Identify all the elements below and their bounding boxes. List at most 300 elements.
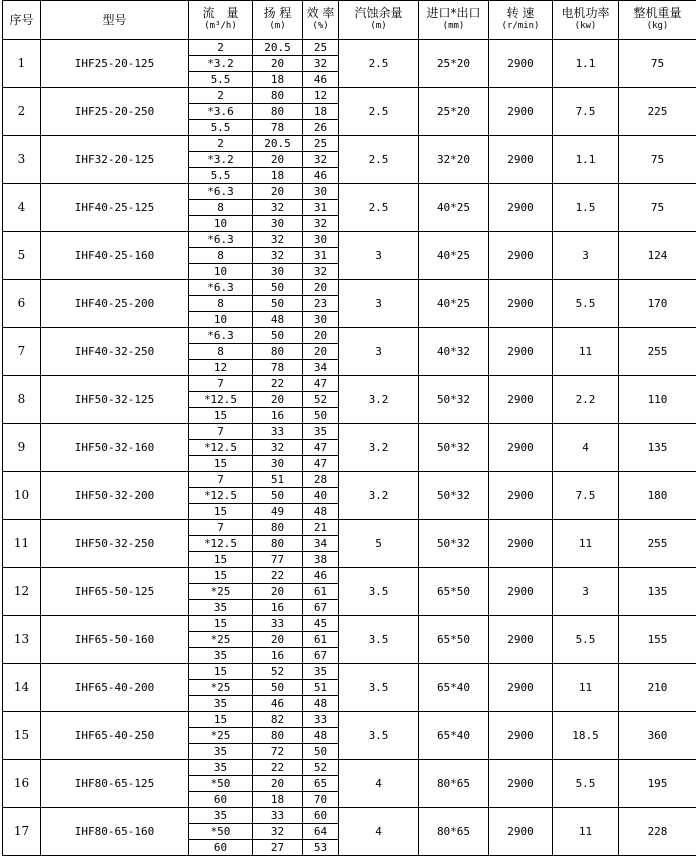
head-cell: 82 — [253, 712, 303, 728]
speed-cell: 2900 — [489, 40, 553, 88]
efficiency-cell: 38 — [303, 552, 339, 568]
flow-cell: *3.2 — [189, 56, 253, 72]
head-cell: 80 — [253, 728, 303, 744]
head-cell: 27 — [253, 840, 303, 856]
table-row — [3, 376, 697, 392]
ports-cell: 50*32 — [419, 424, 489, 472]
power-cell: 11 — [553, 328, 619, 376]
head-cell: 16 — [253, 648, 303, 664]
speed-cell: 2900 — [489, 136, 553, 184]
weight-cell: 75 — [619, 40, 697, 88]
flow-cell: 60 — [189, 792, 253, 808]
efficiency-cell: 47 — [303, 440, 339, 456]
npsh-cell: 2.5 — [339, 88, 419, 136]
head-cell: 20 — [253, 392, 303, 408]
speed-cell: 2900 — [489, 712, 553, 760]
model-cell: IHF40-25-125 — [41, 184, 189, 232]
head-cell: 72 — [253, 744, 303, 760]
weight-cell: 255 — [619, 328, 697, 376]
efficiency-cell: 34 — [303, 360, 339, 376]
ports-cell: 65*50 — [419, 568, 489, 616]
model-cell: IHF65-50-160 — [41, 616, 189, 664]
table-row — [3, 184, 697, 200]
power-cell: 5.5 — [553, 616, 619, 664]
head-cell: 78 — [253, 360, 303, 376]
efficiency-cell: 65 — [303, 776, 339, 792]
header-head: 扬 程 (m) — [253, 1, 303, 40]
efficiency-cell: 26 — [303, 120, 339, 136]
npsh-cell: 2.5 — [339, 136, 419, 184]
head-cell: 80 — [253, 88, 303, 104]
head-cell: 50 — [253, 680, 303, 696]
table-row — [3, 136, 697, 152]
head-cell: 20 — [253, 152, 303, 168]
head-cell: 20 — [253, 776, 303, 792]
pump-spec-table — [2, 0, 696, 856]
header-power: 电机功率 (kw) — [553, 1, 619, 40]
table-row — [3, 712, 697, 728]
efficiency-cell: 31 — [303, 248, 339, 264]
efficiency-cell: 50 — [303, 744, 339, 760]
row-number: 3 — [3, 136, 41, 184]
row-number: 17 — [3, 808, 41, 856]
power-cell: 2.2 — [553, 376, 619, 424]
row-number: 7 — [3, 328, 41, 376]
power-cell: 11 — [553, 664, 619, 712]
row-number: 11 — [3, 520, 41, 568]
efficiency-cell: 23 — [303, 296, 339, 312]
weight-cell: 255 — [619, 520, 697, 568]
ports-cell: 25*20 — [419, 40, 489, 88]
head-cell: 20 — [253, 584, 303, 600]
ports-cell: 65*50 — [419, 616, 489, 664]
head-cell: 80 — [253, 104, 303, 120]
table-row — [3, 808, 697, 824]
table-row — [3, 616, 697, 632]
npsh-cell: 3.5 — [339, 616, 419, 664]
flow-cell: 15 — [189, 552, 253, 568]
npsh-cell: 4 — [339, 808, 419, 856]
ports-cell: 50*32 — [419, 520, 489, 568]
model-cell: IHF50-32-250 — [41, 520, 189, 568]
row-number: 5 — [3, 232, 41, 280]
npsh-cell: 3.5 — [339, 664, 419, 712]
table-row — [3, 424, 697, 440]
power-cell: 3 — [553, 232, 619, 280]
head-cell: 33 — [253, 808, 303, 824]
efficiency-cell: 47 — [303, 376, 339, 392]
weight-cell: 135 — [619, 568, 697, 616]
ports-cell: 80*65 — [419, 760, 489, 808]
npsh-cell: 3 — [339, 328, 419, 376]
table-row — [3, 568, 697, 584]
efficiency-cell: 35 — [303, 664, 339, 680]
row-number: 16 — [3, 760, 41, 808]
table-row — [3, 472, 697, 488]
flow-cell: 35 — [189, 808, 253, 824]
head-cell: 33 — [253, 424, 303, 440]
flow-cell: 10 — [189, 264, 253, 280]
table-row — [3, 40, 697, 56]
head-cell: 52 — [253, 664, 303, 680]
efficiency-cell: 35 — [303, 424, 339, 440]
speed-cell: 2900 — [489, 88, 553, 136]
speed-cell: 2900 — [489, 472, 553, 520]
ports-cell: 40*25 — [419, 184, 489, 232]
head-cell: 20.5 — [253, 40, 303, 56]
weight-cell: 210 — [619, 664, 697, 712]
row-number: 9 — [3, 424, 41, 472]
power-cell: 1.5 — [553, 184, 619, 232]
header-speed: 转 速 (r/min) — [489, 1, 553, 40]
npsh-cell: 3 — [339, 280, 419, 328]
npsh-cell: 2.5 — [339, 184, 419, 232]
weight-cell: 225 — [619, 88, 697, 136]
model-cell: IHF40-32-250 — [41, 328, 189, 376]
efficiency-cell: 25 — [303, 40, 339, 56]
pump-spec-sheet — [2, 0, 696, 856]
head-cell: 16 — [253, 408, 303, 424]
head-cell: 22 — [253, 760, 303, 776]
flow-cell: 60 — [189, 840, 253, 856]
head-cell: 32 — [253, 824, 303, 840]
npsh-cell: 4 — [339, 760, 419, 808]
efficiency-cell: 52 — [303, 760, 339, 776]
row-number: 14 — [3, 664, 41, 712]
weight-cell: 135 — [619, 424, 697, 472]
efficiency-cell: 30 — [303, 312, 339, 328]
efficiency-cell: 50 — [303, 408, 339, 424]
flow-cell: *6.3 — [189, 280, 253, 296]
ports-cell: 50*32 — [419, 472, 489, 520]
model-cell: IHF65-40-200 — [41, 664, 189, 712]
row-number: 6 — [3, 280, 41, 328]
model-cell: IHF40-25-200 — [41, 280, 189, 328]
flow-cell: 2 — [189, 136, 253, 152]
table-row — [3, 760, 697, 776]
efficiency-cell: 12 — [303, 88, 339, 104]
flow-cell: 7 — [189, 472, 253, 488]
table-row — [3, 520, 697, 536]
speed-cell: 2900 — [489, 568, 553, 616]
table-row — [3, 232, 697, 248]
head-cell: 20 — [253, 184, 303, 200]
npsh-cell: 3.5 — [339, 712, 419, 760]
npsh-cell: 3.2 — [339, 376, 419, 424]
flow-cell: 8 — [189, 296, 253, 312]
npsh-cell: 5 — [339, 520, 419, 568]
ports-cell: 40*32 — [419, 328, 489, 376]
head-cell: 32 — [253, 232, 303, 248]
ports-cell: 50*32 — [419, 376, 489, 424]
speed-cell: 2900 — [489, 760, 553, 808]
head-cell: 20.5 — [253, 136, 303, 152]
flow-cell: 5.5 — [189, 168, 253, 184]
speed-cell: 2900 — [489, 184, 553, 232]
table-row — [3, 280, 697, 296]
flow-cell: 15 — [189, 568, 253, 584]
row-number: 13 — [3, 616, 41, 664]
flow-cell: 35 — [189, 760, 253, 776]
efficiency-cell: 70 — [303, 792, 339, 808]
efficiency-cell: 18 — [303, 104, 339, 120]
efficiency-cell: 48 — [303, 728, 339, 744]
head-cell: 48 — [253, 312, 303, 328]
ports-cell: 32*20 — [419, 136, 489, 184]
flow-cell: 15 — [189, 664, 253, 680]
head-cell: 30 — [253, 456, 303, 472]
head-cell: 32 — [253, 248, 303, 264]
head-cell: 50 — [253, 280, 303, 296]
npsh-cell: 3 — [339, 232, 419, 280]
efficiency-cell: 60 — [303, 808, 339, 824]
head-cell: 46 — [253, 696, 303, 712]
efficiency-cell: 33 — [303, 712, 339, 728]
efficiency-cell: 46 — [303, 72, 339, 88]
power-cell: 5.5 — [553, 280, 619, 328]
weight-cell: 75 — [619, 184, 697, 232]
efficiency-cell: 46 — [303, 168, 339, 184]
table-row — [3, 664, 697, 680]
flow-cell: *25 — [189, 680, 253, 696]
head-cell: 33 — [253, 616, 303, 632]
flow-cell: 7 — [189, 520, 253, 536]
weight-cell: 124 — [619, 232, 697, 280]
flow-cell: 8 — [189, 248, 253, 264]
head-cell: 30 — [253, 264, 303, 280]
head-cell: 77 — [253, 552, 303, 568]
model-cell: IHF65-40-250 — [41, 712, 189, 760]
npsh-cell: 2.5 — [339, 40, 419, 88]
weight-cell: 155 — [619, 616, 697, 664]
flow-cell: 35 — [189, 696, 253, 712]
efficiency-cell: 31 — [303, 200, 339, 216]
header-npsh: 汽蚀余量 (m) — [339, 1, 419, 40]
header-weight: 整机重量 (kg) — [619, 1, 697, 40]
efficiency-cell: 30 — [303, 232, 339, 248]
head-cell: 78 — [253, 120, 303, 136]
efficiency-cell: 47 — [303, 456, 339, 472]
power-cell: 7.5 — [553, 472, 619, 520]
model-cell: IHF50-32-125 — [41, 376, 189, 424]
weight-cell: 195 — [619, 760, 697, 808]
efficiency-cell: 48 — [303, 696, 339, 712]
efficiency-cell: 61 — [303, 632, 339, 648]
power-cell: 4 — [553, 424, 619, 472]
efficiency-cell: 67 — [303, 600, 339, 616]
head-cell: 22 — [253, 568, 303, 584]
flow-cell: 35 — [189, 648, 253, 664]
efficiency-cell: 46 — [303, 568, 339, 584]
power-cell: 7.5 — [553, 88, 619, 136]
header-ports: 进口*出口 (mm) — [419, 1, 489, 40]
flow-cell: *6.3 — [189, 328, 253, 344]
speed-cell: 2900 — [489, 232, 553, 280]
npsh-cell: 3.5 — [339, 568, 419, 616]
power-cell: 3 — [553, 568, 619, 616]
model-cell: IHF25-20-125 — [41, 40, 189, 88]
head-cell: 32 — [253, 200, 303, 216]
power-cell: 1.1 — [553, 136, 619, 184]
head-cell: 16 — [253, 600, 303, 616]
flow-cell: *12.5 — [189, 440, 253, 456]
flow-cell: *50 — [189, 824, 253, 840]
model-cell: IHF50-32-160 — [41, 424, 189, 472]
weight-cell: 170 — [619, 280, 697, 328]
flow-cell: 15 — [189, 616, 253, 632]
flow-cell: 8 — [189, 344, 253, 360]
header-efficiency: 效 率 (%) — [303, 1, 339, 40]
efficiency-cell: 28 — [303, 472, 339, 488]
speed-cell: 2900 — [489, 424, 553, 472]
npsh-cell: 3.2 — [339, 424, 419, 472]
header-no: 序号 — [3, 1, 41, 40]
flow-cell: 8 — [189, 200, 253, 216]
efficiency-cell: 61 — [303, 584, 339, 600]
efficiency-cell: 32 — [303, 152, 339, 168]
speed-cell: 2900 — [489, 664, 553, 712]
efficiency-cell: 32 — [303, 216, 339, 232]
flow-cell: 35 — [189, 744, 253, 760]
table-row — [3, 328, 697, 344]
row-number: 2 — [3, 88, 41, 136]
speed-cell: 2900 — [489, 616, 553, 664]
flow-cell: *6.3 — [189, 232, 253, 248]
flow-cell: *6.3 — [189, 184, 253, 200]
flow-cell: 5.5 — [189, 72, 253, 88]
efficiency-cell: 48 — [303, 504, 339, 520]
weight-cell: 180 — [619, 472, 697, 520]
efficiency-cell: 32 — [303, 264, 339, 280]
model-cell: IHF40-25-160 — [41, 232, 189, 280]
efficiency-cell: 32 — [303, 56, 339, 72]
head-cell: 18 — [253, 168, 303, 184]
flow-cell: 35 — [189, 600, 253, 616]
head-cell: 80 — [253, 536, 303, 552]
flow-cell: *3.6 — [189, 104, 253, 120]
flow-cell: 15 — [189, 408, 253, 424]
efficiency-cell: 25 — [303, 136, 339, 152]
head-cell: 80 — [253, 344, 303, 360]
flow-cell: *25 — [189, 584, 253, 600]
head-cell: 50 — [253, 488, 303, 504]
table-row — [3, 88, 697, 104]
row-number: 4 — [3, 184, 41, 232]
head-cell: 20 — [253, 632, 303, 648]
weight-cell: 360 — [619, 712, 697, 760]
ports-cell: 80*65 — [419, 808, 489, 856]
flow-cell: 2 — [189, 88, 253, 104]
ports-cell: 65*40 — [419, 712, 489, 760]
power-cell: 5.5 — [553, 760, 619, 808]
head-cell: 49 — [253, 504, 303, 520]
head-cell: 51 — [253, 472, 303, 488]
efficiency-cell: 45 — [303, 616, 339, 632]
efficiency-cell: 21 — [303, 520, 339, 536]
npsh-cell: 3.2 — [339, 472, 419, 520]
head-cell: 80 — [253, 520, 303, 536]
row-number: 8 — [3, 376, 41, 424]
efficiency-cell: 67 — [303, 648, 339, 664]
speed-cell: 2900 — [489, 280, 553, 328]
head-cell: 22 — [253, 376, 303, 392]
efficiency-cell: 53 — [303, 840, 339, 856]
speed-cell: 2900 — [489, 328, 553, 376]
flow-cell: 15 — [189, 456, 253, 472]
efficiency-cell: 64 — [303, 824, 339, 840]
header-flow: 流 量 (m³/h) — [189, 1, 253, 40]
row-number: 15 — [3, 712, 41, 760]
head-cell: 50 — [253, 296, 303, 312]
ports-cell: 40*25 — [419, 232, 489, 280]
row-number: 1 — [3, 40, 41, 88]
model-cell: IHF80-65-125 — [41, 760, 189, 808]
model-cell: IHF32-20-125 — [41, 136, 189, 184]
efficiency-cell: 20 — [303, 280, 339, 296]
flow-cell: *50 — [189, 776, 253, 792]
row-number: 10 — [3, 472, 41, 520]
flow-cell: *3.2 — [189, 152, 253, 168]
efficiency-cell: 30 — [303, 184, 339, 200]
speed-cell: 2900 — [489, 376, 553, 424]
ports-cell: 25*20 — [419, 88, 489, 136]
flow-cell: 15 — [189, 712, 253, 728]
model-cell: IHF65-50-125 — [41, 568, 189, 616]
header-row — [3, 1, 697, 40]
head-cell: 50 — [253, 328, 303, 344]
efficiency-cell: 51 — [303, 680, 339, 696]
flow-cell: 7 — [189, 376, 253, 392]
weight-cell: 228 — [619, 808, 697, 856]
model-cell: IHF80-65-160 — [41, 808, 189, 856]
flow-cell: *25 — [189, 728, 253, 744]
flow-cell: 5.5 — [189, 120, 253, 136]
flow-cell: *12.5 — [189, 536, 253, 552]
efficiency-cell: 52 — [303, 392, 339, 408]
head-cell: 30 — [253, 216, 303, 232]
speed-cell: 2900 — [489, 520, 553, 568]
efficiency-cell: 40 — [303, 488, 339, 504]
power-cell: 11 — [553, 520, 619, 568]
flow-cell: 15 — [189, 504, 253, 520]
flow-cell: *25 — [189, 632, 253, 648]
model-cell: IHF25-20-250 — [41, 88, 189, 136]
header-model: 型号 — [41, 1, 189, 40]
flow-cell: 10 — [189, 312, 253, 328]
efficiency-cell: 20 — [303, 328, 339, 344]
flow-cell: 12 — [189, 360, 253, 376]
speed-cell: 2900 — [489, 808, 553, 856]
weight-cell: 110 — [619, 376, 697, 424]
weight-cell: 75 — [619, 136, 697, 184]
efficiency-cell: 20 — [303, 344, 339, 360]
flow-cell: 10 — [189, 216, 253, 232]
ports-cell: 65*40 — [419, 664, 489, 712]
power-cell: 1.1 — [553, 40, 619, 88]
head-cell: 18 — [253, 792, 303, 808]
head-cell: 18 — [253, 72, 303, 88]
model-cell: IHF50-32-200 — [41, 472, 189, 520]
head-cell: 32 — [253, 440, 303, 456]
flow-cell: 2 — [189, 40, 253, 56]
flow-cell: *12.5 — [189, 488, 253, 504]
power-cell: 11 — [553, 808, 619, 856]
row-number: 12 — [3, 568, 41, 616]
head-cell: 20 — [253, 56, 303, 72]
flow-cell: 7 — [189, 424, 253, 440]
ports-cell: 40*25 — [419, 280, 489, 328]
efficiency-cell: 34 — [303, 536, 339, 552]
